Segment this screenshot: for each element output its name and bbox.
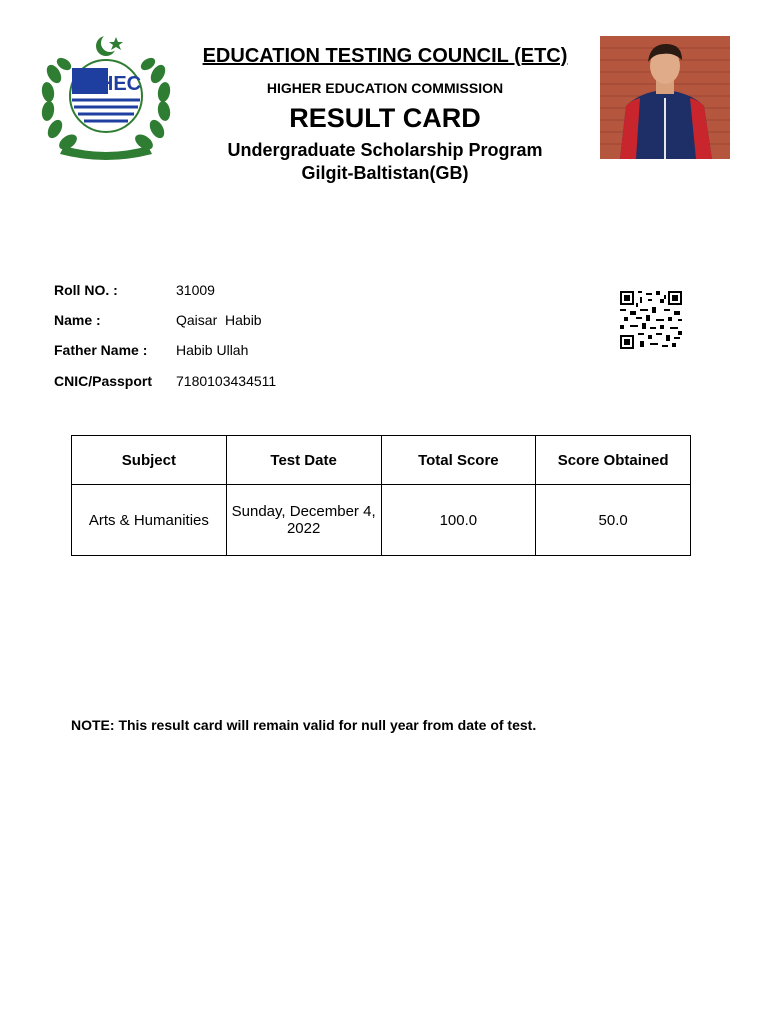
- column-header-total-score: Total Score: [381, 436, 536, 485]
- commission-name: HIGHER EDUCATION COMMISSION: [266, 80, 504, 96]
- results-table: [71, 435, 691, 556]
- cnic-label: CNIC/Passport: [54, 373, 153, 389]
- program-block: [200, 139, 570, 185]
- roll-number-label: Roll NO. :: [54, 282, 118, 298]
- candidate-photo: [600, 36, 730, 159]
- logo-lettering: HEC: [98, 73, 142, 95]
- validity-note: NOTE: This result card will remain valid for null year from date of test.: [71, 717, 537, 733]
- roll-number-value: 31009: [176, 282, 215, 298]
- column-header-score-obtained: Score Obtained: [536, 436, 691, 485]
- cell-score-obtained: 50.0: [536, 485, 691, 556]
- father-name-value: Habib Ullah: [176, 342, 249, 358]
- cnic-value: 7180103434511: [176, 373, 277, 389]
- org-title: EDUCATION TESTING COUNCIL (ETC): [202, 45, 568, 67]
- table-row: [72, 485, 691, 556]
- name-label: Name :: [54, 312, 101, 328]
- program-name: Undergraduate Scholarship Program: [227, 140, 543, 160]
- father-name-label: Father Name :: [54, 342, 148, 358]
- cell-test-date: Sunday, December 4, 2022: [226, 485, 381, 556]
- column-header-subject: Subject: [72, 436, 227, 485]
- program-region: Gilgit-Baltistan(GB): [301, 163, 469, 183]
- qr-code: [620, 291, 682, 349]
- cell-total-score: 100.0: [381, 485, 536, 556]
- column-header-test-date: Test Date: [226, 436, 381, 485]
- cell-subject: Arts & Humanities: [72, 485, 227, 556]
- card-title: RESULT CARD: [289, 103, 481, 133]
- name-value: Qaisar Habib: [176, 312, 262, 328]
- table-header-row: [72, 436, 691, 485]
